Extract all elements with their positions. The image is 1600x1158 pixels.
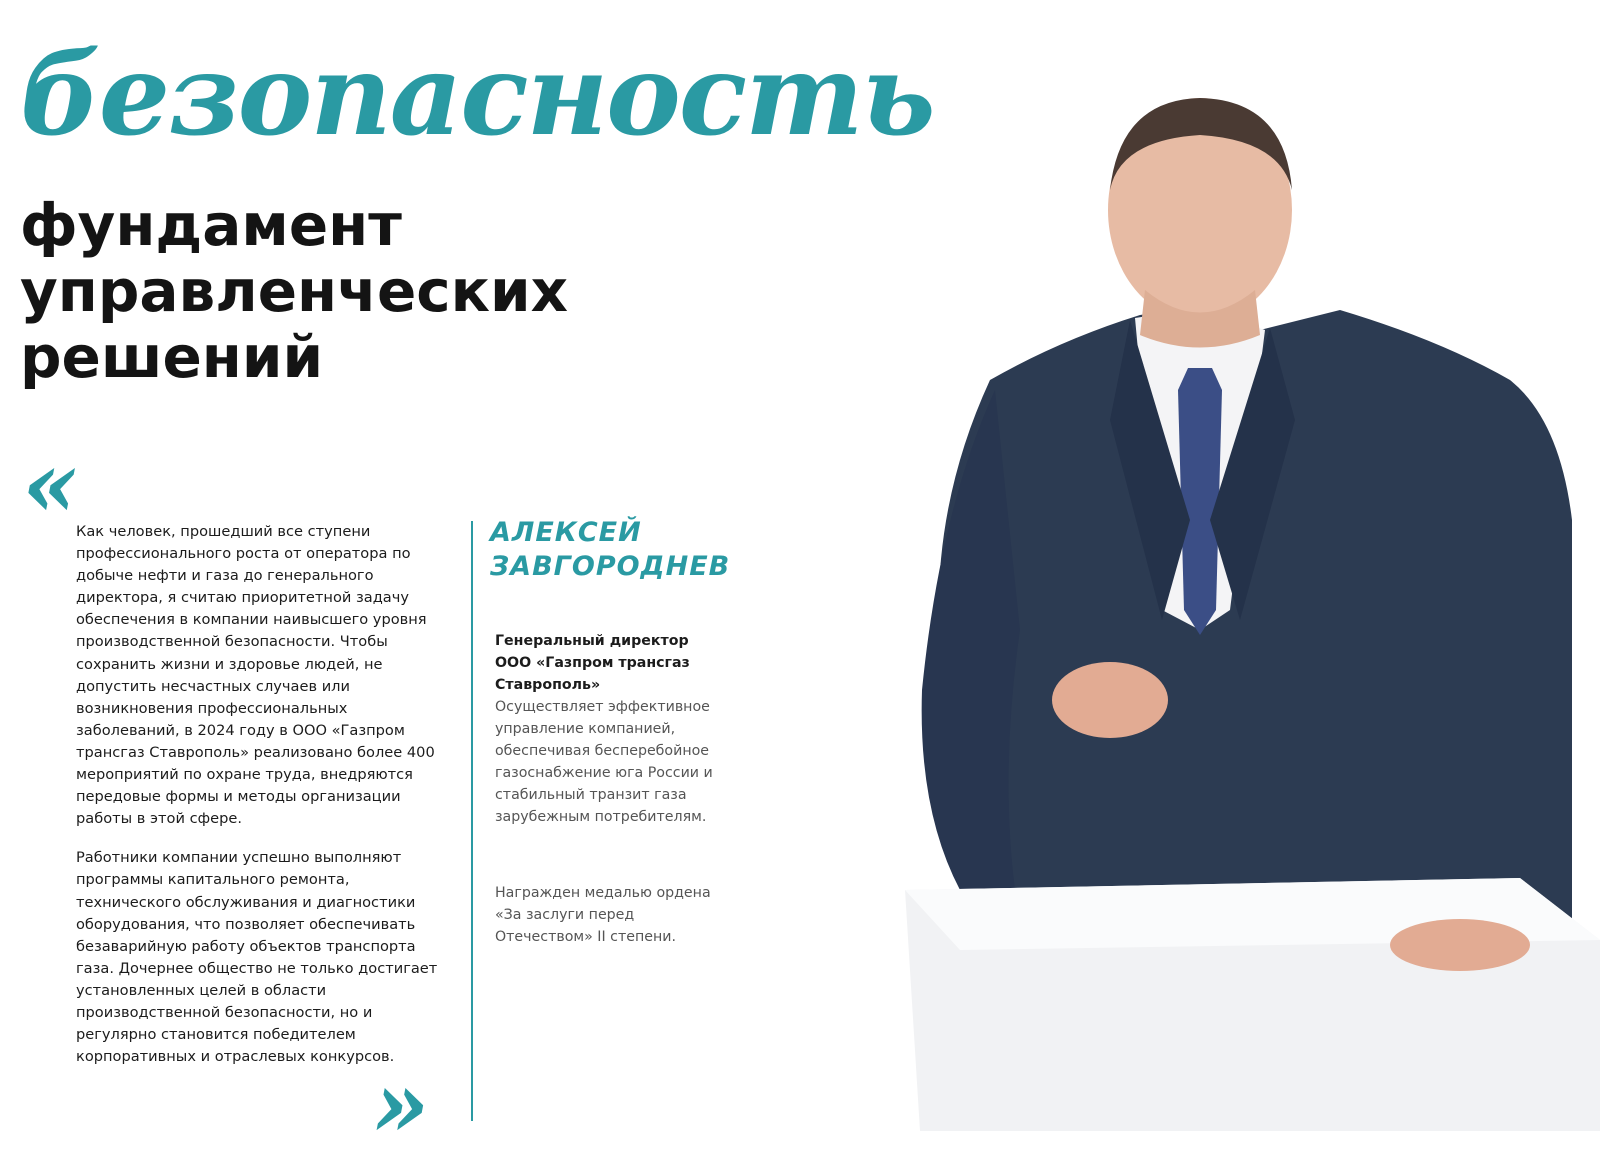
script-heading: безопасность: [20, 30, 934, 161]
title-line-3: решений: [20, 323, 324, 391]
person-first-name: АЛЕКСЕЙ: [490, 517, 642, 548]
title-line-1: фундамент: [20, 191, 402, 259]
open-quote-icon: «: [22, 430, 80, 538]
quote-text: [76, 521, 448, 1085]
column-divider: [471, 521, 473, 1121]
page-title: [20, 192, 568, 390]
person-last-name: ЗАВГОРОДНЕВ: [490, 551, 731, 582]
tie-shape: [1178, 368, 1222, 635]
portrait-photo: [900, 90, 1600, 1131]
close-quote-icon: »: [372, 1050, 430, 1158]
hand-shape: [1052, 662, 1168, 738]
person-description: Осуществляет эффективное управление компанией, обеспечивая бесперебойное газоснабжение юга России и стабильный транзит газа зарубежным потребителям.: [495, 699, 713, 825]
title-line-2: управленческих: [20, 257, 569, 325]
person-name: [490, 516, 730, 584]
person-award: Награжден медалью ордена «За заслуги перед Отечеством» II степени.: [495, 885, 711, 945]
person-role: Генеральный директор ООО «Газпром трансгаз Ставрополь»: [495, 633, 690, 693]
quote-paragraph-2: Работники компании успешно выполняют программы капитального ремонта, технического обслуживания и диагностики оборудования, что позволяет обеспечивать безаварийную работу объектов транспорта газа. Дочернее общество не только достигает установленных целей в области производственной безопасности, но и регулярно становится победителем корпоративных и отраслевых конкурсов.: [76, 849, 438, 1066]
quote-paragraph-1: Как человек, прошедший все ступени профессионального роста от оператора по добыче нефти и газа до генерального директора, я считаю приоритетной задачу обеспечения в компании наивысшего уровня производственной безопасности. Чтобы сохранить жизни и здоровье людей, не допустить несчастных случаев или возникновения профессиональных заболеваний, в 2024 году в ООО «Газпром трансгаз Ставрополь» реализовано более 400 мероприятий по охране труда, внедряются передовые формы и методы организации работы в этой сфере.: [76, 523, 435, 828]
